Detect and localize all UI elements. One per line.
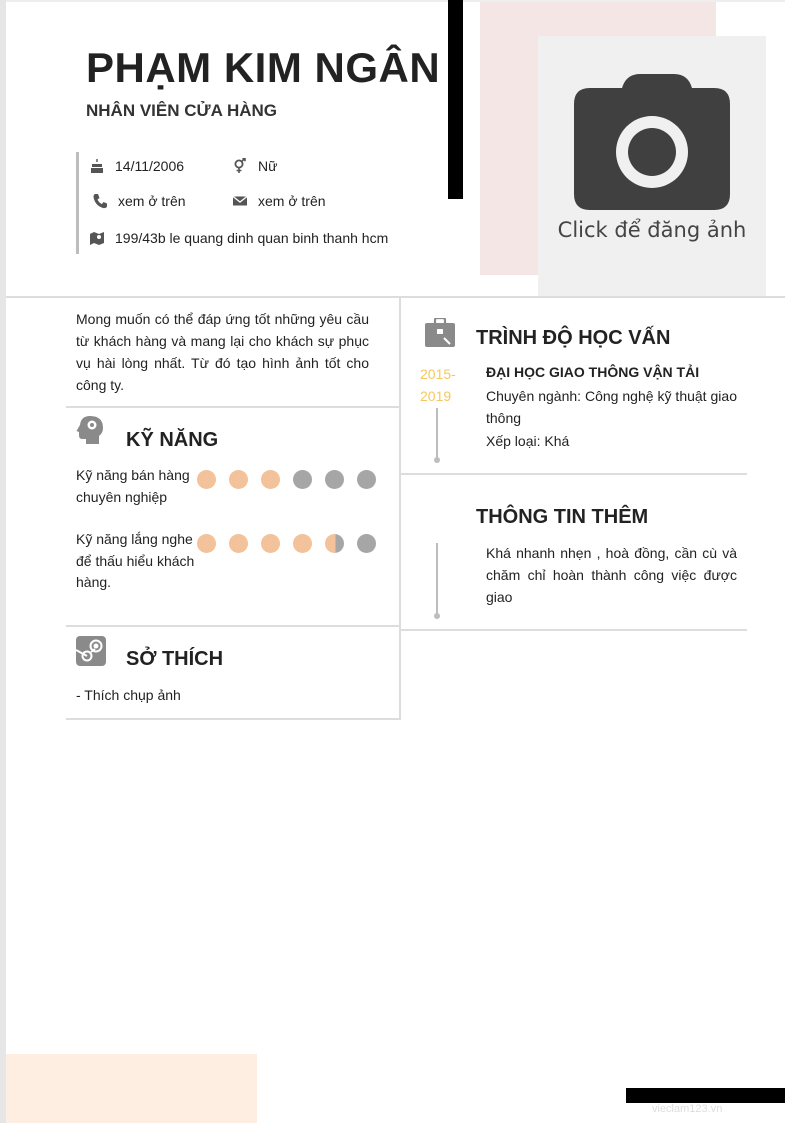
map-icon	[89, 230, 105, 246]
extra-info-text: Khá nhanh nhẹn , hoà đồng, cần cù và chăm chỉ hoàn thành công việc được giao	[486, 545, 737, 605]
contact-info	[76, 152, 436, 254]
rating-dot	[325, 534, 344, 553]
briefcase-icon	[425, 318, 455, 348]
page-edge	[0, 0, 6, 1123]
career-objective: Mong muốn có thể đáp ứng tốt những yêu cầu từ khách hàng và mang lại cho khách sự phục vụ hài lòng nhất. Từ đó tạo hình ảnh tốt cho công ty.	[76, 311, 369, 393]
section-divider	[66, 718, 400, 720]
rating-dot	[197, 534, 216, 553]
phone-icon	[92, 193, 108, 209]
skill-2-rating	[197, 534, 376, 553]
cake-icon	[89, 158, 105, 174]
rating-dot	[325, 470, 344, 489]
education-years	[420, 363, 456, 407]
camera-icon	[574, 74, 730, 210]
education-grade: Xếp loại: Khá	[486, 433, 570, 449]
brain-head-icon	[76, 415, 106, 445]
rating-dot	[229, 534, 248, 553]
rating-dot	[229, 470, 248, 489]
education-title: TRÌNH ĐỘ HỌC VẤN	[476, 327, 671, 349]
section-divider	[66, 406, 400, 408]
decor-black-bar	[448, 0, 463, 199]
hobbies-title: SỞ THÍCH	[126, 648, 224, 670]
mail-icon	[232, 193, 248, 209]
rating-dot	[293, 470, 312, 489]
skill-2-label: Kỹ năng lắng nghe để thấu hiểu khách hàng.	[76, 531, 195, 590]
watermark: vieclam123.vn	[652, 1103, 723, 1115]
header-divider	[6, 296, 785, 298]
birthday-value: 14/11/2006	[115, 158, 185, 174]
rating-dot	[261, 470, 280, 489]
hobby-text: - Thích chụp ảnh	[76, 687, 181, 703]
column-divider-left	[399, 298, 401, 720]
email-value: xem ở trên	[258, 193, 326, 209]
rating-dot	[357, 534, 376, 553]
phone-item	[92, 193, 186, 209]
rating-dot	[293, 534, 312, 553]
education-year-start: 2015-	[420, 366, 456, 382]
section-divider	[401, 629, 747, 631]
photo-upload-area[interactable]	[538, 36, 766, 296]
education-school: ĐẠI HỌC GIAO THÔNG VẬN TẢI	[486, 364, 700, 380]
extra-info-title: THÔNG TIN THÊM	[476, 506, 649, 528]
job-title: NHÂN VIÊN CỬA HÀNG	[86, 101, 278, 120]
rating-dot	[197, 470, 216, 489]
photo-upload-caption[interactable]: Click để đăng ảnh	[557, 218, 747, 242]
timeline-dot	[434, 613, 440, 619]
phone-value: xem ở trên	[118, 193, 186, 209]
address-item	[89, 230, 388, 246]
timeline-line	[436, 543, 438, 615]
timeline-line	[436, 408, 438, 458]
skill-1-label: Kỹ năng bán hàng chuyên nghiệp	[76, 467, 190, 505]
skills-title: KỸ NĂNG	[126, 429, 219, 451]
decor-footer-bar	[626, 1088, 785, 1103]
timeline-dot	[434, 457, 440, 463]
gender-item	[232, 158, 277, 174]
section-divider	[66, 625, 400, 627]
education-major: Chuyên ngành: Công nghệ kỹ thuật giao thông	[486, 388, 737, 426]
email-item	[232, 193, 326, 209]
gender-value: Nữ	[258, 158, 278, 174]
skill-1-rating	[197, 470, 376, 489]
gender-icon	[232, 158, 248, 174]
candidate-name: PHẠM KIM NGÂN	[86, 44, 441, 91]
rating-dot	[261, 534, 280, 553]
education-year-end: 2019	[420, 388, 452, 404]
address-value: 199/43b le quang dinh quan binh thanh hcm	[115, 230, 389, 246]
rating-dot	[357, 470, 376, 489]
birthday-item	[89, 158, 184, 174]
steam-icon	[76, 636, 106, 666]
decor-peach-block	[6, 1054, 257, 1123]
section-divider	[401, 473, 747, 475]
